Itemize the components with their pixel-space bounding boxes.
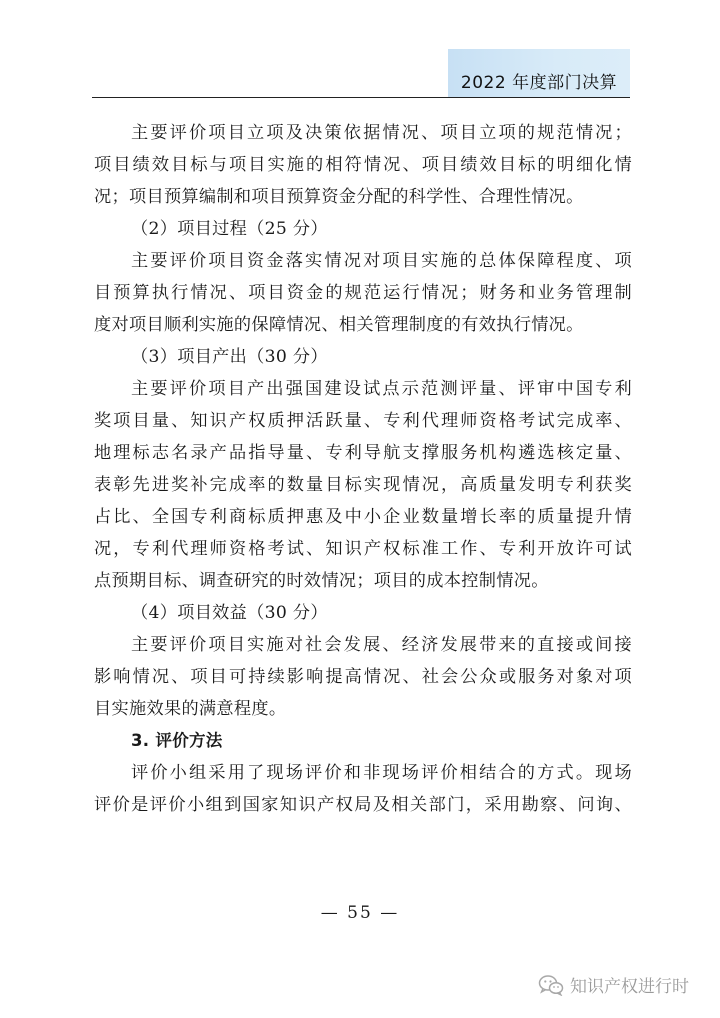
paragraph-line: 评价是评价小组到国家知识产权局及相关部门，采用勘察、问询、 (94, 795, 632, 815)
section-heading: （4）项目效益（30 分） (131, 603, 328, 623)
document-body (94, 117, 632, 821)
header-banner (448, 49, 630, 97)
watermark-text: 知识产权进行时 (570, 977, 689, 997)
paragraph-line: 影响情况、项目可持续影响提高情况、社会公众或服务对象对项 (94, 667, 632, 687)
paragraph-line: 况；项目预算编制和项目预算资金分配的科学性、合理性情况。 (94, 187, 584, 207)
paragraph-line: 项目绩效目标与项目实施的相符情况、项目绩效目标的明细化情 (94, 155, 632, 175)
paragraph-line: 主要评价项目资金落实情况对项目实施的总体保障程度、项 (131, 251, 632, 271)
paragraph-line: 评价小组采用了现场评价和非现场评价相结合的方式。现场 (131, 763, 632, 783)
wechat-icon (538, 974, 564, 996)
section-heading: （2）项目过程（25 分） (131, 219, 328, 239)
paragraph-line: 度对项目顺利实施的保障情况、相关管理制度的有效执行情况。 (94, 315, 584, 335)
watermark (538, 972, 689, 997)
section-heading-bold: 3. 评价方法 (131, 731, 223, 750)
paragraph-line: 占比、全国专利商标质押惠及中小企业数量增长率的质量提升情 (94, 507, 632, 527)
paragraph-line: 奖项目量、知识产权质押活跃量、专利代理师资格考试完成率、 (94, 411, 632, 431)
header-rule (92, 97, 630, 98)
page-number: — 55 — (320, 903, 400, 923)
paragraph-line: 况，专利代理师资格考试、知识产权标准工作、专利开放许可试 (94, 539, 632, 559)
paragraph-line: 表彰先进奖补完成率的数量目标实现情况，高质量发明专利获奖 (94, 475, 632, 495)
header-title: 2022 年度部门决算 (460, 73, 618, 93)
paragraph-line: 主要评价项目实施对社会发展、经济发展带来的直接或间接 (131, 635, 632, 655)
paragraph-line: 目实施效果的满意程度。 (94, 699, 287, 719)
paragraph-line: 地理标志名录产品指导量、专利导航支撑服务机构遴选核定量、 (94, 443, 632, 463)
paragraph-line: 主要评价项目产出强国建设试点示范测评量、评审中国专利 (131, 379, 632, 399)
paragraph-line: 目预算执行情况、项目资金的规范运行情况；财务和业务管理制 (94, 283, 632, 303)
paragraph-line: 点预期目标、调查研究的时效情况；项目的成本控制情况。 (94, 571, 549, 591)
section-heading: （3）项目产出（30 分） (131, 347, 328, 367)
paragraph-line: 主要评价项目立项及决策依据情况、项目立项的规范情况； (131, 123, 632, 143)
